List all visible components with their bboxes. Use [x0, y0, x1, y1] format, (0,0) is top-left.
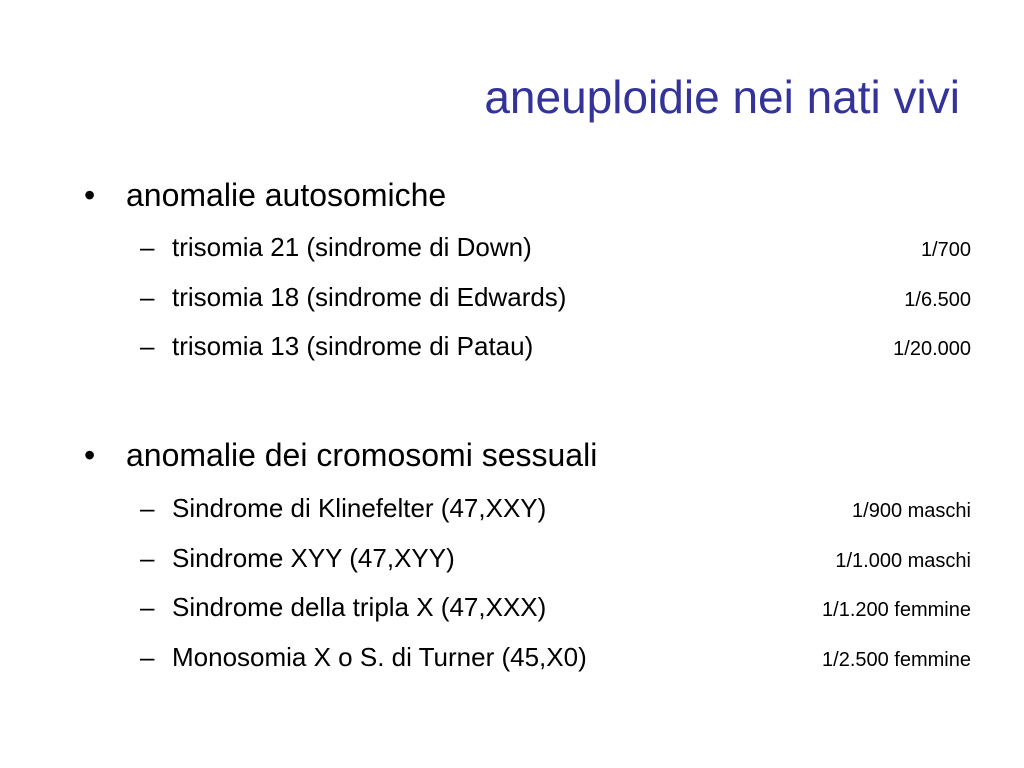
item-label: Sindrome della tripla X (47,XXX): [172, 592, 547, 622]
item-label: trisomia 21 (sindrome di Down): [172, 232, 532, 262]
bullet-icon: •: [84, 437, 96, 473]
item-frequency: 1/6.500: [904, 289, 971, 311]
list-item: [0, 279, 1024, 315]
list-item: [0, 589, 1024, 625]
item-label: Sindrome di Klinefelter (47,XXY): [172, 493, 547, 523]
item-frequency: 1/900 maschi: [852, 500, 971, 522]
item-frequency: 1/20.000: [893, 338, 971, 360]
section-heading-text: anomalie dei cromosomi sessuali: [126, 437, 598, 473]
slide-title: aneuploidie nei nati vivi: [484, 71, 960, 123]
item-frequency: 1/1.000 maschi: [835, 550, 971, 572]
list-item: [0, 229, 1024, 265]
dash-icon: –: [140, 331, 155, 361]
list-item: [0, 328, 1024, 364]
section-heading-autosomal: [0, 173, 1024, 217]
dash-icon: –: [140, 592, 155, 622]
section-heading-text: anomalie autosomiche: [126, 177, 447, 213]
item-label: trisomia 18 (sindrome di Edwards): [172, 282, 567, 312]
list-item: [0, 490, 1024, 526]
item-frequency: 1/2.500 femmine: [822, 649, 971, 671]
dash-icon: –: [140, 543, 155, 573]
dash-icon: –: [140, 493, 155, 523]
item-frequency: 1/1.200 femmine: [822, 599, 971, 621]
section-heading-sex-chromosomes: [0, 433, 1024, 477]
item-label: Sindrome XYY (47,XYY): [172, 543, 455, 573]
item-frequency: 1/700: [920, 239, 971, 261]
item-label: trisomia 13 (sindrome di Patau): [172, 331, 534, 361]
list-item: [0, 540, 1024, 576]
dash-icon: –: [140, 282, 155, 312]
item-label: Monosomia X o S. di Turner (45,X0): [172, 642, 587, 672]
dash-icon: –: [140, 232, 155, 262]
dash-icon: –: [140, 642, 155, 672]
bullet-icon: •: [84, 177, 96, 213]
list-item: [0, 639, 1024, 675]
